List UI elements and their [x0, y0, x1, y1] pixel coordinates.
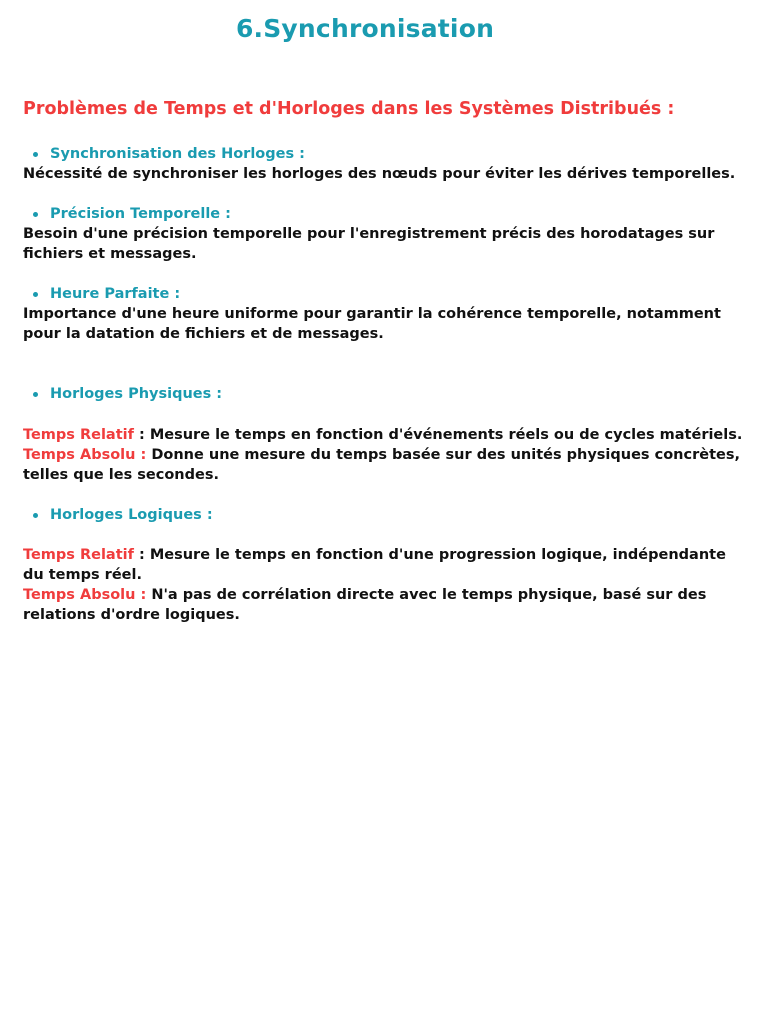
physiques-absolu-text: Donne une mesure du temps basée sur des unités physiques concrètes, telles que les secondes.	[23, 447, 740, 483]
logiques-details	[23, 545, 743, 625]
physiques-absolu-line	[23, 445, 743, 485]
physiques-details	[23, 425, 743, 485]
heure-paragraph: Importance d'une heure uniforme pour garantir la cohérence temporelle, notamment pour la datation de fichiers et de messages.	[23, 306, 721, 342]
bullet-dot-icon	[33, 392, 38, 397]
section-physiques	[23, 384, 743, 404]
logiques-absolu-line	[23, 585, 743, 625]
bullet-sync-heading: Synchronisation des Horloges :	[50, 146, 305, 162]
sync-paragraph: Nécessité de synchroniser les horloges des nœuds pour éviter les dérives temporelles.	[23, 166, 736, 182]
bullet-physiques-heading: Horloges Physiques :	[50, 386, 223, 402]
logiques-relatif-text: : Mesure le temps en fonction d'une progression logique, indépendante du temps réel.	[23, 547, 726, 583]
bullet-logiques-heading: Horloges Logiques :	[50, 507, 213, 523]
bullet-heure-heading: Heure Parfaite :	[50, 286, 181, 302]
bullet-heure	[23, 284, 743, 304]
bullet-logiques	[23, 505, 743, 525]
section-heure	[23, 284, 743, 344]
bullet-dot-icon	[33, 513, 38, 518]
section-sync	[23, 144, 743, 184]
page-title: 6.Synchronisation	[235, 14, 495, 43]
logiques-absolu-label: Temps Absolu :	[23, 587, 147, 603]
section-logiques	[23, 505, 743, 525]
bullet-precision-heading: Précision Temporelle :	[50, 206, 231, 222]
logiques-absolu-text: N'a pas de corrélation directe avec le temps physique, basé sur des relations d'ordre logiques.	[23, 587, 707, 623]
logiques-relatif-label: Temps Relatif	[23, 547, 134, 563]
precision-paragraph: Besoin d'une précision temporelle pour l'enregistrement précis des horodatages sur fichiers et messages.	[23, 226, 715, 262]
physiques-relatif-text: : Mesure le temps en fonction d'événements réels ou de cycles matériels.	[133, 427, 743, 443]
section-subtitle: Problèmes de Temps et d'Horloges dans les Systèmes Distribués :	[23, 99, 675, 119]
bullet-dot-icon	[33, 152, 38, 157]
logiques-relatif-line	[23, 545, 743, 585]
physiques-absolu-label: Temps Absolu :	[23, 447, 147, 463]
physiques-relatif-label: Temps Relatif	[23, 427, 134, 443]
bullet-sync	[23, 144, 743, 164]
section-precision	[23, 204, 743, 264]
bullet-dot-icon	[33, 292, 38, 297]
physiques-relatif-line	[23, 425, 743, 445]
bullet-dot-icon	[33, 212, 38, 217]
bullet-physiques	[23, 384, 743, 404]
bullet-precision	[23, 204, 743, 224]
